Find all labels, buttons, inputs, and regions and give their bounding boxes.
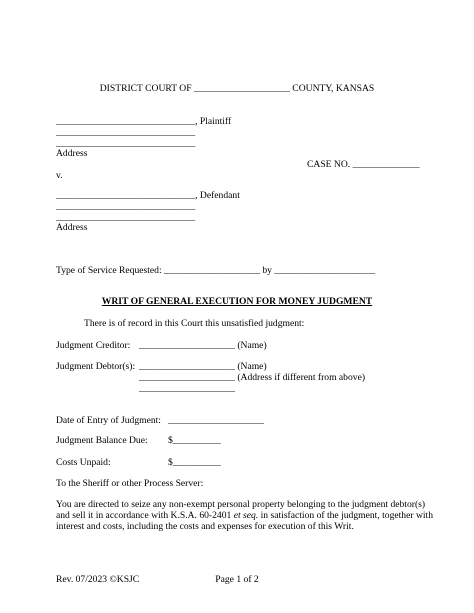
case-number: CASE NO. ______________ (307, 159, 420, 170)
judgment-debtor-name: ____________________ (Name) (139, 361, 267, 372)
document-title: WRIT OF GENERAL EXECUTION FOR MONEY JUDGMENT (101, 296, 373, 307)
directive-line-2-end: in satisfaction of the judgment, together with (258, 510, 434, 521)
judgment-debtor-address: ____________________ (Address if different from above) (139, 372, 366, 383)
entry-date-label: Date of Entry of Judgment: (56, 415, 161, 426)
directive-line-3: interest and costs, including the costs and expenses for execution of this Writ. (56, 521, 354, 532)
costs-unpaid-label: Costs Unpaid: (56, 457, 111, 468)
plaintiff-address-line-2: _____________________________ (56, 138, 196, 149)
footer-page-number: Page 1 of 2 (215, 574, 259, 585)
judgment-creditor-label: Judgment Creditor: (56, 340, 131, 351)
defendant-address-label: Address (56, 222, 88, 233)
balance-due-value: $__________ (168, 435, 221, 446)
judgment-creditor-value: ____________________ (Name) (139, 340, 267, 351)
judgment-debtor-extra-line: ____________________ (139, 383, 235, 394)
directive-et-seq: et seq. (233, 510, 259, 521)
versus: v. (56, 170, 63, 181)
defendant-address-line-2: _____________________________ (56, 212, 196, 223)
balance-due-label: Judgment Balance Due: (56, 435, 148, 446)
addressee: To the Sheriff or other Process Server: (56, 478, 204, 489)
plaintiff-name-line: _____________________________, Plaintiff (56, 116, 232, 127)
defendant-name-line: _____________________________, Defendant (56, 190, 240, 201)
intro-text: There is of record in this Court this unsatisfied judgment: (84, 318, 305, 329)
plaintiff-address-line-1: _____________________________ (56, 127, 196, 138)
plaintiff-address-label: Address (56, 148, 88, 159)
entry-date-value: ____________________ (168, 415, 264, 426)
court-header: DISTRICT COURT OF ____________________ COUNTY, KANSAS (99, 83, 375, 94)
directive-line-1: You are directed to seize any non-exempt personal property belonging to the judgment debtor(s) (56, 499, 426, 510)
footer-revision: Rev. 07/2023 ©KSJC (56, 574, 140, 585)
service-requested: Type of Service Requested: ____________________ by _____________________ (56, 265, 376, 276)
costs-unpaid-value: $__________ (168, 457, 221, 468)
defendant-address-line-1: _____________________________ (56, 201, 196, 212)
directive-line-2-start: and sell it in accordance with K.S.A. 60-2401 (56, 510, 234, 521)
directive-line-2 (56, 511, 433, 521)
judgment-debtors-label: Judgment Debtor(s): (56, 361, 136, 372)
